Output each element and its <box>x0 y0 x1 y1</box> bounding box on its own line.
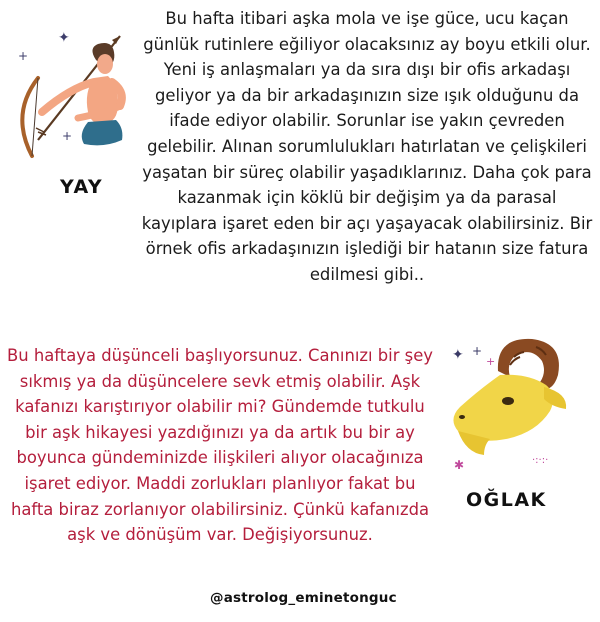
svg-text:+: + <box>62 129 73 143</box>
sagittarius-horoscope-text: Bu hafta itibari aşka mola ve işe güce, ucu kaçan günlük rutinlere eğiliyor olacaksınız ay boyu etkili olur. Yeni iş anlaşmaları ya da sıra dışı bir ofis arkadaşı geliyor ya da bir arkadaşınızın size ışık olduğunu da ifade ediyor olabilir. Sorunlar ise yakın çevreden gelebilir. Alınan sorumlulukları hatırlatan ve çelişkileri yaşatan bir süreç olabilir yaşadıklarınız. Daha çok para kazanmak için köklü bir değişim ya da parasal kayıplara işaret eden bir açı yaşayacak olabilirsiniz. Bir örnek ofis arkadaşınızın işlediği bir hatanın size fatura edilmesi gibi.. <box>141 9 593 284</box>
author-handle: @astrolog_eminetonguc <box>210 590 397 606</box>
sign-label-oglak: OĞLAK <box>466 489 547 511</box>
sign-label-yay: YAY <box>60 176 104 198</box>
svg-text:+: + <box>18 49 29 63</box>
svg-text:+: + <box>486 355 496 368</box>
sagittarius-archer-icon <box>8 22 138 192</box>
svg-text:+: + <box>472 344 483 358</box>
svg-text:✱: ✱ <box>454 458 465 472</box>
svg-text:·:·:·: ·:·:· <box>532 455 549 466</box>
svg-text:✦: ✦ <box>452 347 464 363</box>
capricorn-horoscope-text: Bu haftaya düşünceli başlıyorsunuz. Canınızı bir şey sıkmış ya da düşüncelere sevk etmiş olabilir. Aşk kafanızı karıştırıyor olabilir mi? Gündemde tutkulu bir aşk hikayesi yazdığınızı ya da artık bu bir ay boyunca gündeminizde ilişkileri alıyor olacağınıza işaret ediyor. Maddi zorlukları planlıyor fakat bu hafta biraz zorlanıyor olabilirsiniz. Çünkü kafanızda aşk ve dönüşüm var. Değişiyorsunuz. <box>7 346 433 545</box>
capricorn-goat-icon <box>440 335 600 485</box>
svg-text:✦: ✦ <box>58 30 70 46</box>
